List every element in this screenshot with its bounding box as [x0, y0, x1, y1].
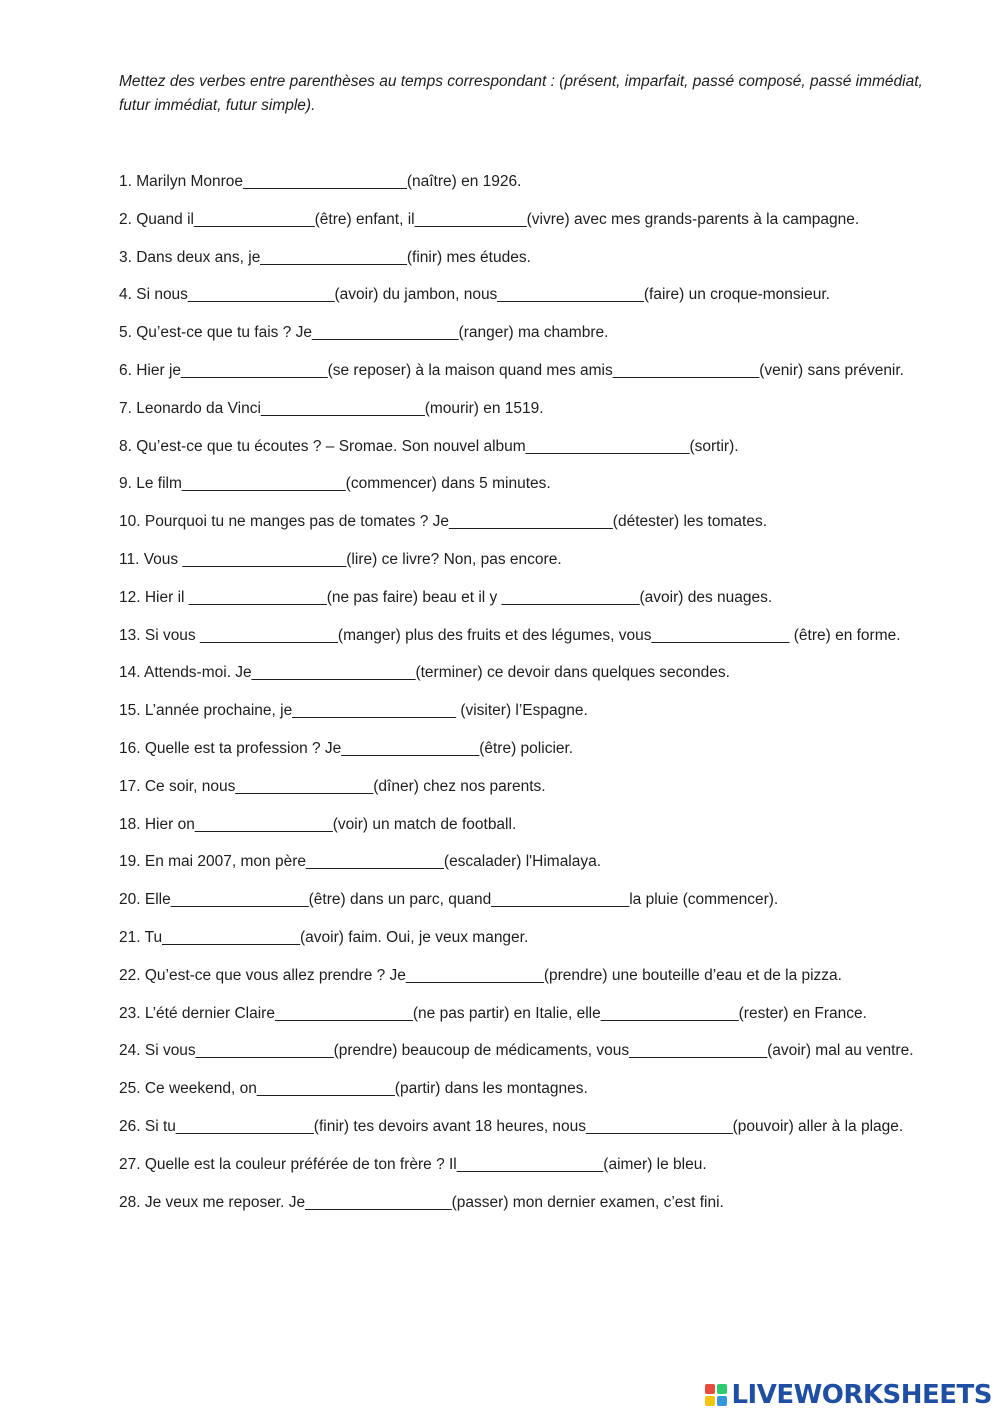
question-item: 19. En mai 2007, mon père________________(escalader) l'Himalaya.	[119, 853, 602, 871]
question-item: 10. Pourquoi tu ne manges pas de tomates ? Je___________________(détester) les tomates.	[119, 513, 768, 531]
question-item: 13. Si vous ________________(manger) plus des fruits et des légumes, vous________________ (être) en forme.	[119, 626, 901, 644]
question-item: 24. Si vous________________(prendre) beaucoup de médicaments, vous________________(avoir) mal au ventre.	[119, 1042, 914, 1060]
question-item: 26. Si tu________________(finir) tes devoirs avant 18 heures, nous_________________(pouvoir) aller à la plage.	[119, 1117, 904, 1135]
logo-mark-icon	[705, 1384, 727, 1406]
question-item: 20. Elle________________(être) dans un parc, quand________________la pluie (commencer).	[119, 891, 779, 909]
question-item: 15. L’année prochaine, je___________________ (visiter) l’Espagne.	[119, 702, 588, 720]
question-item: 2. Quand il______________(être) enfant, il_____________(vivre) avec mes grands-parents à la campagne.	[119, 210, 860, 228]
question-item: 1. Marilyn Monroe___________________(naître) en 1926.	[119, 173, 522, 190]
question-item: 18. Hier on________________(voir) un match de football.	[119, 815, 517, 833]
question-item: 21. Tu________________(avoir) faim. Oui, je veux manger.	[119, 928, 529, 946]
question-item: 9. Le film___________________(commencer) dans 5 minutes.	[119, 475, 551, 493]
question-item: 3. Dans deux ans, je_________________(finir) mes études.	[119, 248, 531, 266]
logo-text: LIVEWORKSHEETS	[731, 1380, 992, 1410]
question-item: 17. Ce soir, nous________________(dîner) chez nos parents.	[119, 777, 546, 795]
logo-square-icon	[717, 1396, 727, 1406]
question-item: 11. Vous ___________________(lire) ce livre? Non, pas encore.	[119, 550, 562, 568]
question-item: 14. Attends-moi. Je___________________(terminer) ce devoir dans quelques secondes.	[119, 664, 730, 682]
question-item: 23. L’été dernier Claire________________(ne pas partir) en Italie, elle________________(rester) en France.	[119, 1004, 867, 1022]
question-item: 25. Ce weekend, on________________(partir) dans les montagnes.	[119, 1080, 588, 1098]
question-item: 8. Qu’est-ce que tu écoutes ? – Sromae. Son nouvel album___________________(sortir).	[119, 437, 739, 455]
liveworksheets-logo	[705, 1379, 992, 1411]
question-item: 22. Qu’est-ce que vous allez prendre ? Je________________(prendre) une bouteille d’eau et de la pizza.	[119, 966, 842, 984]
logo-square-icon	[717, 1384, 727, 1394]
logo-square-icon	[705, 1384, 715, 1394]
question-item: 27. Quelle est la couleur préférée de ton frère ? Il_________________(aimer) le bleu.	[119, 1155, 707, 1173]
question-item: 16. Quelle est ta profession ? Je________________(être) policier.	[119, 739, 574, 757]
question-item: 5. Qu’est-ce que tu fais ? Je_________________(ranger) ma chambre.	[119, 324, 609, 342]
question-item: 4. Si nous_________________(avoir) du jambon, nous_________________(faire) un croque-monsieur.	[119, 286, 830, 304]
question-item: 7. Leonardo da Vinci___________________(mourir) en 1519.	[119, 399, 544, 417]
question-item: 6. Hier je_________________(se reposer) à la maison quand mes amis_________________(venir) sans prévenir.	[119, 361, 904, 379]
question-list	[119, 170, 929, 1228]
instructions: Mettez des verbes entre parenthèses au temps correspondant : (présent, imparfait, passé composé, passé immédiat, futur immédiat, futur simple).	[119, 73, 923, 114]
question-item: 28. Je veux me reposer. Je_________________(passer) mon dernier examen, c’est fini.	[119, 1193, 724, 1211]
logo-square-icon	[705, 1396, 715, 1406]
question-item: 12. Hier il ________________(ne pas faire) beau et il y ________________(avoir) des nuages.	[119, 588, 773, 606]
